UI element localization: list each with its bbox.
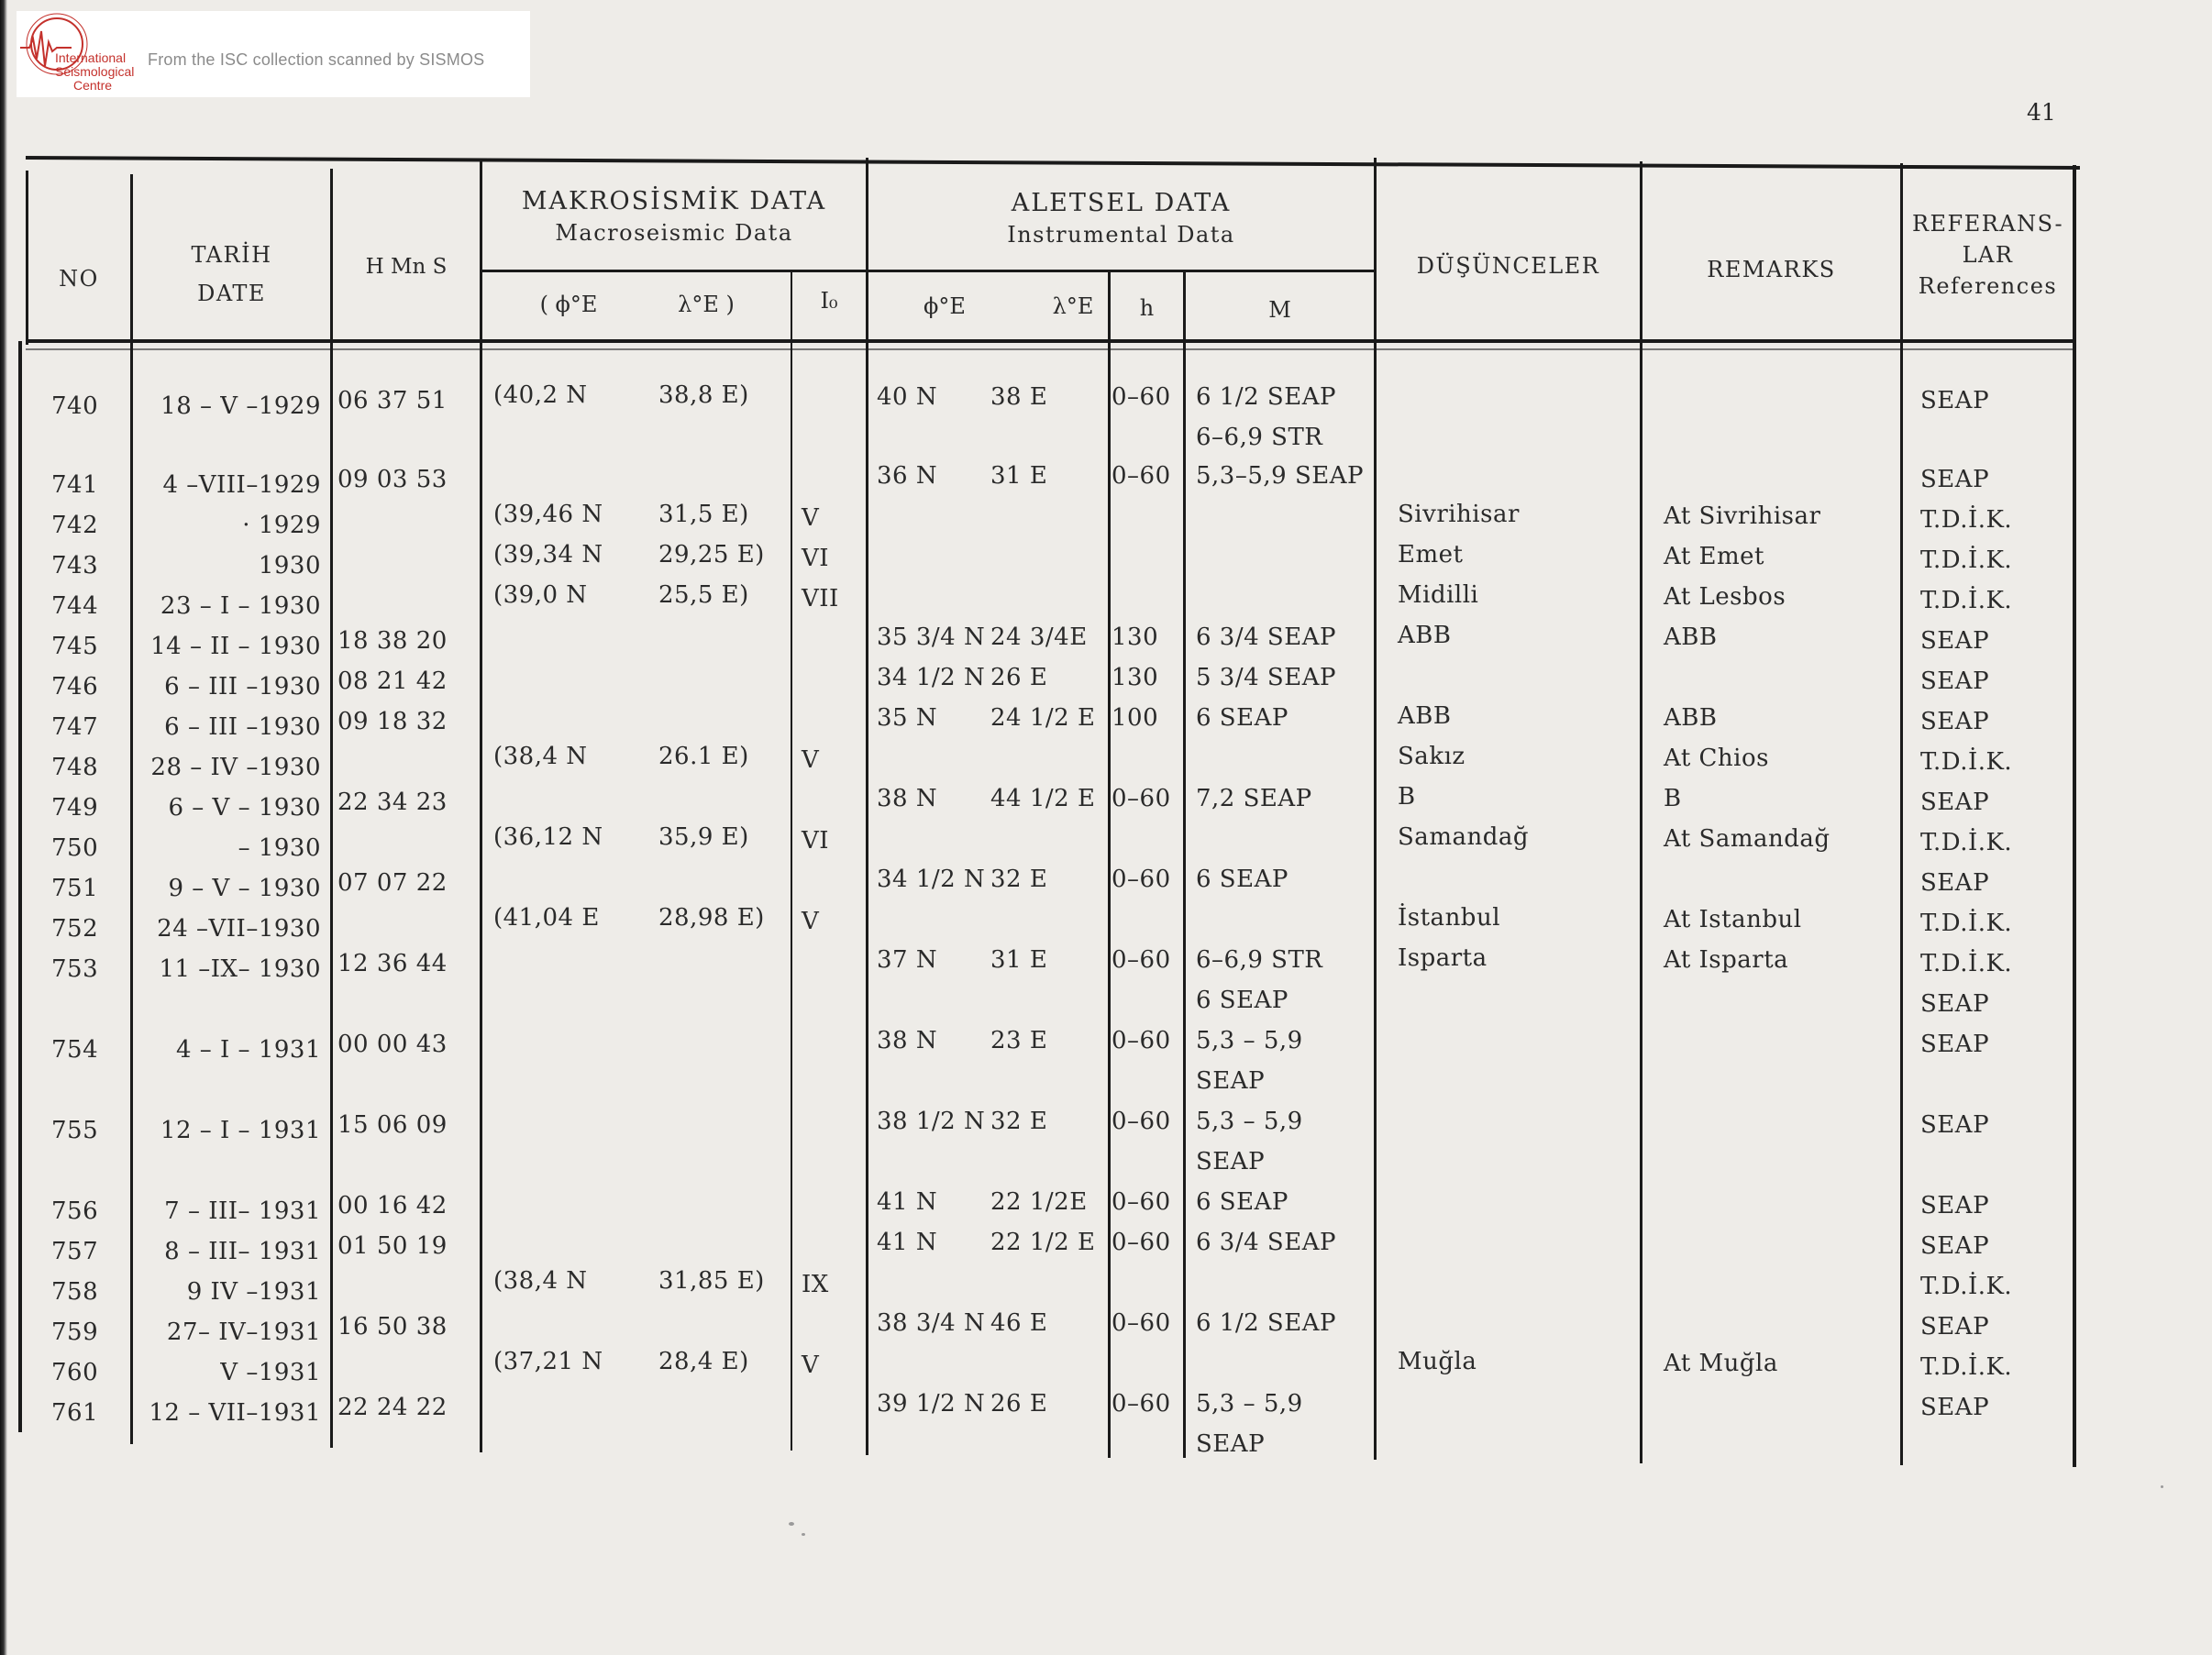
col-rule-instr [1374,158,1377,1460]
row-reference: T.D.İ.K. [1920,546,2013,574]
row-depth: 0–60 [1112,946,1171,974]
row-intensity: VI [802,827,830,855]
header-macro-tr: MAKROSİSMİK DATA [521,187,827,215]
row-date: – 1930 [238,834,321,862]
row-remark-en: At Emet [1664,543,1765,570]
header-macro-lon: λ°E ) [678,292,735,317]
row-magnitude: 5 3/4 SEAP [1196,664,1336,691]
row-macro-lat: (38,4 N [493,1267,588,1295]
scan-speck [802,1533,805,1536]
row-instr-lat: 36 N [877,462,938,490]
header-mag: M [1268,297,1291,323]
row-date: V –1931 [220,1359,321,1386]
row-date: 28 – IV –1930 [150,754,321,781]
row-no: 746 [51,673,99,701]
row-no: 755 [51,1117,99,1144]
row-reference: T.D.İ.K. [1920,506,2013,534]
row-remark-en: At Chios [1664,745,1769,772]
row-macro-lon: 28,4 E) [658,1348,749,1375]
header-instr-tr: ALETSEL DATA [1011,189,1232,217]
row-remark-tr: Muğla [1398,1348,1477,1375]
row-instr-lon: 31 E [990,462,1048,490]
row-depth: 0–60 [1112,785,1171,812]
row-date: 12 – I – 1931 [160,1117,321,1144]
col-rule-right [2073,165,2076,1467]
row-magnitude: 6 SEAP [1196,704,1288,732]
row-instr-lat: 37 N [877,946,938,974]
row-time: 07 07 22 [337,869,448,897]
col-rule-remarks-en [1900,163,1903,1465]
row-reference: T.D.İ.K. [1920,748,2013,776]
row-time: 06 37 51 [337,387,448,414]
row-depth: 0–60 [1112,1309,1171,1337]
row-reference: SEAP [1920,466,1990,493]
row-instr-lat: 39 1/2 N [877,1390,986,1418]
row-instr-lon: 46 E [990,1309,1048,1337]
row-date: 9 – V – 1930 [168,875,321,902]
row-no: 758 [51,1278,99,1306]
row-time: 12 36 44 [337,950,448,977]
row-macro-lon: 29,25 E) [658,541,765,568]
col-rule-m [1183,270,1186,1458]
row-depth: 100 [1112,704,1159,732]
row-date: 6 – V – 1930 [168,794,321,822]
row-remark-en: At Isparta [1664,946,1789,974]
row-remark-tr: Sakız [1398,743,1465,770]
row-reference: SEAP [1920,1192,1990,1219]
row-time: 08 21 42 [337,668,448,695]
row-macro-lon: 26.1 E) [658,743,749,770]
row-depth: 0–60 [1112,462,1171,490]
row-reference: SEAP [1920,1111,1990,1139]
row-time: 22 34 23 [337,789,448,816]
row-reference: SEAP [1920,627,1990,655]
col-rule-date [330,169,333,1448]
col-rule-no [130,174,133,1444]
macro-header-rule [481,270,1376,272]
row-remark-tr: İstanbul [1398,904,1501,932]
row-remark-tr: Emet [1398,541,1464,568]
col-rule-time [480,160,482,1452]
header-ref-tr-1: REFERANS- [1911,211,2064,237]
row-depth: 130 [1112,623,1159,651]
row-magnitude: 6 SEAP [1196,866,1288,893]
row-instr-lat: 41 N [877,1229,938,1256]
row-instr-lat: 38 1/2 N [877,1108,986,1135]
row-no: 753 [51,955,99,983]
row-reference: T.D.İ.K. [1920,587,2013,614]
row-date: 14 – II – 1930 [150,633,321,660]
row-date: · 1929 [242,512,321,539]
row-time: 22 24 22 [337,1394,448,1421]
row-intensity: VI [802,545,830,572]
row-magnitude: SEAP [1196,1148,1266,1175]
row-date: 4 –VIII–1929 [162,471,321,499]
header-bottom-rule [26,339,2076,343]
row-time: 16 50 38 [337,1313,448,1341]
row-remark-en: At Muğla [1664,1350,1778,1377]
row-macro-lon: 28,98 E) [658,904,765,932]
row-no: 747 [51,713,99,741]
row-instr-lon: 22 1/2E [990,1188,1088,1216]
col-rule-left [26,171,28,345]
row-no: 748 [51,754,99,781]
row-time: 01 50 19 [337,1232,448,1260]
isc-org-name [55,51,134,93]
row-magnitude: 5,3–5,9 SEAP [1196,462,1365,490]
row-no: 750 [51,834,99,862]
row-depth: 0–60 [1112,383,1171,411]
header-macro-en: Macroseismic Data [555,220,793,246]
isc-org-line-1: International [55,50,127,65]
row-instr-lat: 38 3/4 N [877,1309,986,1337]
row-date: 1930 [258,552,321,579]
table-top-rule [26,156,2080,170]
row-date: 6 – III –1930 [164,713,321,741]
row-magnitude: 6 1/2 SEAP [1196,383,1336,411]
row-reference: T.D.İ.K. [1920,829,2013,856]
row-remark-en: At Samandağ [1664,825,1830,853]
row-reference: SEAP [1920,789,1990,816]
row-depth: 130 [1112,664,1159,691]
header-instr-lon: λ°E [1052,293,1094,319]
col-rule-left-body [18,341,22,1432]
header-remarks-tr: DÜŞÜNCELER [1416,253,1600,279]
row-no: 743 [51,552,99,579]
row-magnitude: 6 SEAP [1196,1188,1288,1216]
row-date: 12 – VII–1931 [149,1399,321,1427]
row-instr-lat: 38 N [877,785,938,812]
header-macro-lat: ( ϕ°E [539,292,598,317]
header-date-en: DATE [197,281,266,306]
row-no: 749 [51,794,99,822]
row-date: 11 –IX– 1930 [159,955,321,983]
row-reference: SEAP [1920,708,1990,735]
row-remark-tr: Isparta [1398,944,1488,972]
row-instr-lat: 38 N [877,1027,938,1054]
row-remark-en: ABB [1664,704,1718,732]
row-reference: SEAP [1920,1394,1990,1421]
row-no: 760 [51,1359,99,1386]
row-magnitude: 6 3/4 SEAP [1196,623,1336,651]
row-reference: SEAP [1920,990,1990,1018]
row-date: 27– IV–1931 [166,1318,321,1346]
row-macro-lon: 25,5 E) [658,581,749,609]
row-reference: T.D.İ.K. [1920,1353,2013,1381]
row-instr-lon: 44 1/2 E [990,785,1096,812]
row-no: 744 [51,592,99,620]
row-intensity: V [802,1352,820,1379]
row-macro-lon: 31,85 E) [658,1267,765,1295]
row-no: 742 [51,512,99,539]
header-remarks-en: REMARKS [1707,257,1836,282]
row-reference: SEAP [1920,668,1990,695]
row-remark-tr: Midilli [1398,581,1479,609]
row-reference: T.D.İ.K. [1920,950,2013,977]
row-magnitude: 6 SEAP [1196,987,1288,1014]
row-instr-lon: 31 E [990,946,1048,974]
header-time: H Mn S [365,255,448,279]
row-time: 00 16 42 [337,1192,448,1219]
row-instr-lon: 22 1/2 E [990,1229,1096,1256]
row-macro-lat: (39,46 N [493,501,603,528]
row-remark-en: At Sivrihisar [1664,502,1821,530]
row-date: 7 – III– 1931 [164,1197,321,1225]
isc-org-line-3: Centre [73,78,113,93]
row-instr-lat: 41 N [877,1188,938,1216]
row-date: 4 – I – 1931 [175,1036,321,1064]
row-no: 741 [51,471,99,499]
col-rule-macro-io [791,270,792,1451]
row-no: 761 [51,1399,99,1427]
row-macro-lat: (39,0 N [493,581,588,609]
row-reference: SEAP [1920,869,1990,897]
row-macro-lat: (40,2 N [493,381,588,409]
row-date: 18 – V –1929 [160,392,321,420]
row-instr-lon: 32 E [990,866,1048,893]
row-intensity: V [802,504,820,532]
row-reference: SEAP [1920,1313,1990,1341]
row-instr-lon: 24 3/4E [990,623,1088,651]
row-macro-lon: 35,9 E) [658,823,749,851]
row-remark-tr: Sivrihisar [1398,501,1520,528]
row-reference: T.D.İ.K. [1920,910,2013,937]
row-intensity: VII [802,585,839,612]
row-magnitude: 7,2 SEAP [1196,785,1312,812]
row-magnitude: SEAP [1196,1430,1266,1458]
row-reference: SEAP [1920,1232,1990,1260]
row-magnitude: 6–6,9 STR [1196,424,1323,451]
row-magnitude: 6–6,9 STR [1196,946,1323,974]
row-no: 751 [51,875,99,902]
row-remark-en: At Lesbos [1664,583,1786,611]
row-magnitude: 5,3 – 5,9 [1196,1108,1303,1135]
row-macro-lat: (37,21 N [493,1348,603,1375]
row-depth: 0–60 [1112,1229,1171,1256]
row-magnitude: 6 3/4 SEAP [1196,1229,1336,1256]
row-instr-lon: 38 E [990,383,1048,411]
row-time: 09 03 53 [337,466,448,493]
row-date: 8 – III– 1931 [164,1238,321,1265]
header-depth: h [1139,295,1155,321]
row-instr-lon: 26 E [990,1390,1048,1418]
row-no: 752 [51,915,99,943]
row-time: 00 00 43 [337,1031,448,1058]
col-rule-macro [866,158,868,1455]
header-ref-tr-2: LAR [1962,242,2014,268]
row-instr-lat: 34 1/2 N [877,664,986,691]
row-date: 9 IV –1931 [186,1278,321,1306]
row-instr-lon: 32 E [990,1108,1048,1135]
row-instr-lat: 35 N [877,704,938,732]
row-depth: 0–60 [1112,1027,1171,1054]
header-io: I₀ [820,288,838,314]
header-instr-lat: ϕ°E [924,293,966,319]
header-bottom-rule-2 [26,348,2076,350]
row-remark-en: B [1664,785,1682,812]
row-remark-en: At Istanbul [1664,906,1802,933]
row-time: 18 38 20 [337,627,448,655]
scan-speck [789,1522,794,1526]
row-remark-tr: ABB [1398,622,1452,649]
row-magnitude: 5,3 – 5,9 [1196,1390,1303,1418]
header-date-tr: TARİH [191,242,272,268]
row-instr-lon: 24 1/2 E [990,704,1096,732]
row-reference: SEAP [1920,1031,1990,1058]
row-macro-lat: (36,12 N [493,823,603,851]
row-instr-lon: 23 E [990,1027,1048,1054]
row-no: 754 [51,1036,99,1064]
row-macro-lat: (41,04 E [493,904,600,932]
row-date: 24 –VII–1930 [157,915,321,943]
isc-org-line-2: Seismological [55,64,135,79]
row-reference: SEAP [1920,387,1990,414]
isc-banner [17,11,530,97]
row-remark-tr: B [1398,783,1416,811]
row-macro-lat: (39,34 N [493,541,603,568]
row-no: 756 [51,1197,99,1225]
row-macro-lon: 31,5 E) [658,501,749,528]
row-intensity: V [802,746,820,774]
header-instr-en: Instrumental Data [1007,222,1235,248]
row-instr-lon: 26 E [990,664,1048,691]
row-intensity: IX [802,1271,829,1298]
row-remark-tr: ABB [1398,702,1452,730]
row-depth: 0–60 [1112,1188,1171,1216]
row-depth: 0–60 [1112,1108,1171,1135]
col-rule-remarks-tr [1640,161,1642,1463]
row-no: 757 [51,1238,99,1265]
row-time: 15 06 09 [337,1111,448,1139]
row-instr-lat: 34 1/2 N [877,866,986,893]
row-magnitude: SEAP [1196,1067,1266,1095]
row-intensity: V [802,908,820,935]
page-number: 41 [2027,99,2056,126]
row-date: 23 – I – 1930 [160,592,321,620]
isc-tagline: From the ISC collection scanned by SISMOS [148,50,485,69]
row-instr-lat: 40 N [877,383,938,411]
row-depth: 0–60 [1112,1390,1171,1418]
row-time: 09 18 32 [337,708,448,735]
row-macro-lat: (38,4 N [493,743,588,770]
row-no: 759 [51,1318,99,1346]
row-instr-lat: 35 3/4 N [877,623,986,651]
row-no: 745 [51,633,99,660]
row-magnitude: 5,3 – 5,9 [1196,1027,1303,1054]
row-date: 6 – III –1930 [164,673,321,701]
row-reference: T.D.İ.K. [1920,1273,2013,1300]
page-binding-shadow [0,0,7,1655]
row-remark-tr: Samandağ [1398,823,1530,851]
row-magnitude: 6 1/2 SEAP [1196,1309,1336,1337]
scan-speck [2161,1485,2163,1488]
col-rule-h [1108,270,1111,1458]
row-depth: 0–60 [1112,866,1171,893]
row-remark-en: ABB [1664,623,1718,651]
row-macro-lon: 38,8 E) [658,381,749,409]
header-ref-en: References [1918,273,2058,299]
header-no: NO [59,266,99,292]
row-no: 740 [51,392,99,420]
